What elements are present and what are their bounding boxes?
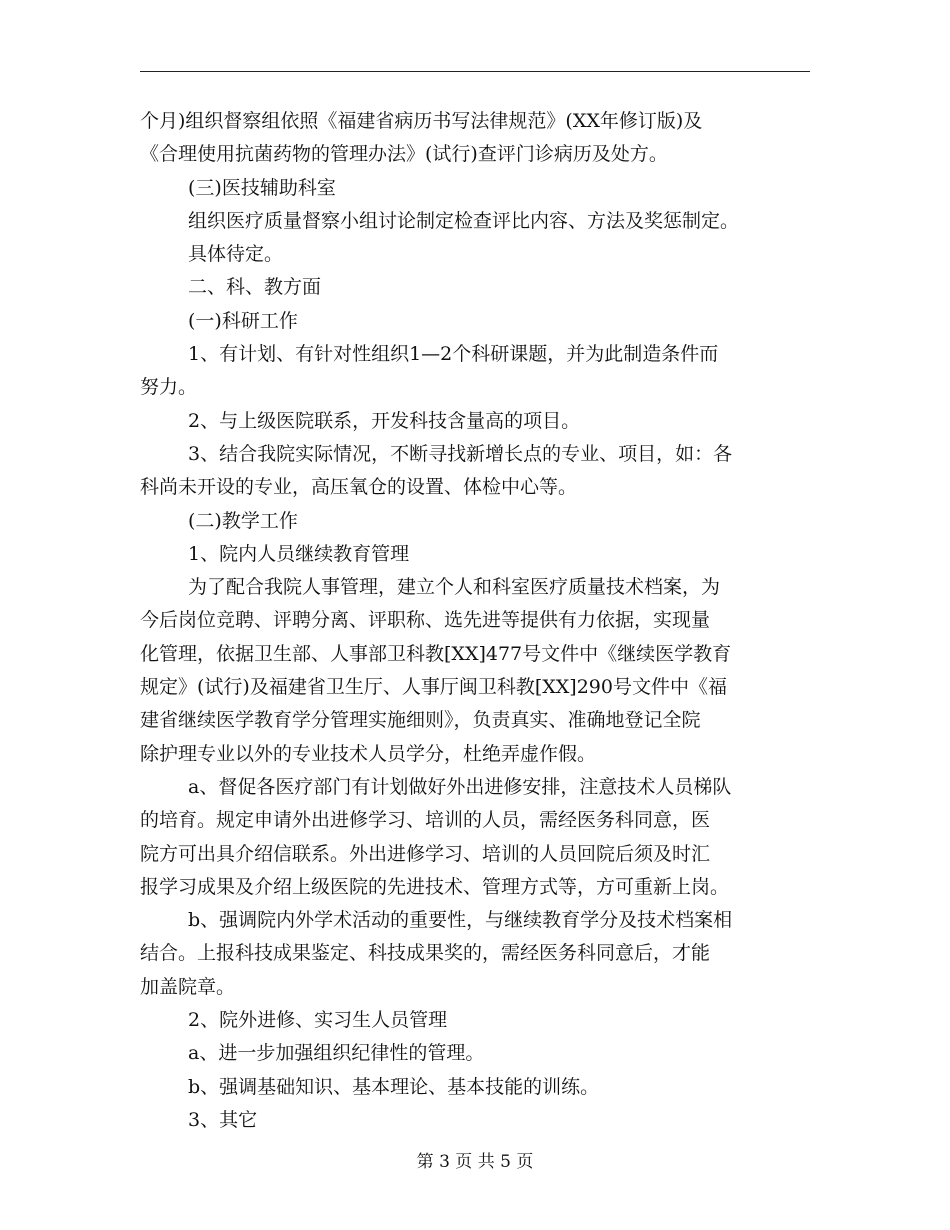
text-line: 具体待定。 xyxy=(188,243,284,266)
text-line: 1、有计划、有针对性组织1—2个科研课题，并为此制造条件而 xyxy=(188,343,719,366)
text-line: a、进一步加强组织纪律性的管理。 xyxy=(188,1042,485,1065)
text-line: a、督促各医疗部门有计划做好外出进修安排，注意技术人员梯队 xyxy=(188,775,732,798)
text-line: 的培育。规定申请外出进修学习、培训的人员，需经医务科同意，医 xyxy=(140,809,711,832)
text-line: 2、院外进修、实习生人员管理 xyxy=(188,1009,448,1032)
text-line: 二、科、教方面 xyxy=(188,276,322,299)
text-line: 《合理使用抗菌药物的管理办法》(试行)查评门诊病历及处方。 xyxy=(140,143,668,166)
text-line: 规定》(试行)及福建省卫生厅、人事厅闽卫科教[XX]290号文件中《福 xyxy=(140,676,727,699)
text-line: 院方可出具介绍信联系。外出进修学习、培训的人员回院后须及时汇 xyxy=(140,842,711,865)
page-number: 第 3 页 共 5 页 xyxy=(416,1152,534,1172)
text-line: b、强调基础知识、基本理论、基本技能的训练。 xyxy=(188,1075,600,1098)
text-line: 今后岗位竞聘、评聘分离、评职称、选先进等提供有力依据，实现量 xyxy=(140,609,711,632)
text-line: 结合。上报科技成果鉴定、科技成果奖的，需经医务科同意后，才能 xyxy=(140,942,711,965)
text-line: 建省继续医学教育学分管理实施细则》，负责真实、准确地登记全院 xyxy=(140,709,701,732)
text-line: 为了配合我院人事管理，建立个人和科室医疗质量技术档案，为 xyxy=(188,576,721,599)
text-line: 组织医疗质量督察小组讨论制定检查评比内容、方法及奖惩制定。 xyxy=(188,209,740,232)
document-body xyxy=(140,105,810,1137)
text-line: (三)医技辅助科室 xyxy=(188,176,336,199)
text-line: 个月)组织督察组依照《福建省病历书写法律规范》(XX年修订版)及 xyxy=(140,110,703,132)
text-line: 努力。 xyxy=(140,376,198,399)
text-line: 1、院内人员继续教育管理 xyxy=(188,542,410,565)
page-footer xyxy=(0,1150,950,1174)
text-line: 2、与上级医院联系，开发科技含量高的项目。 xyxy=(188,409,581,432)
text-line: 化管理，依据卫生部、人事部卫科教[XX]477号文件中《继续医学教育 xyxy=(140,642,732,665)
text-line: (二)教学工作 xyxy=(188,509,298,532)
text-line: 科尚未开设的专业，高压氧仓的设置、体检中心等。 xyxy=(140,476,578,499)
text-line: 加盖院章。 xyxy=(140,975,236,998)
text-line: (一)科研工作 xyxy=(188,309,298,332)
text-line: 除护理专业以外的专业技术人员学分，杜绝弄虚作假。 xyxy=(140,742,597,765)
text-line: 3、其它 xyxy=(188,1108,258,1131)
text-line: b、强调院内外学术活动的重要性，与继续教育学分及技术档案相 xyxy=(188,909,733,932)
text-line: 报学习成果及介绍上级医院的先进技术、管理方式等，方可重新上岗。 xyxy=(140,875,730,898)
text-line: 3、结合我院实际情况，不断寻找新增长点的专业、项目，如：各 xyxy=(188,442,733,465)
header-rule xyxy=(140,71,810,72)
